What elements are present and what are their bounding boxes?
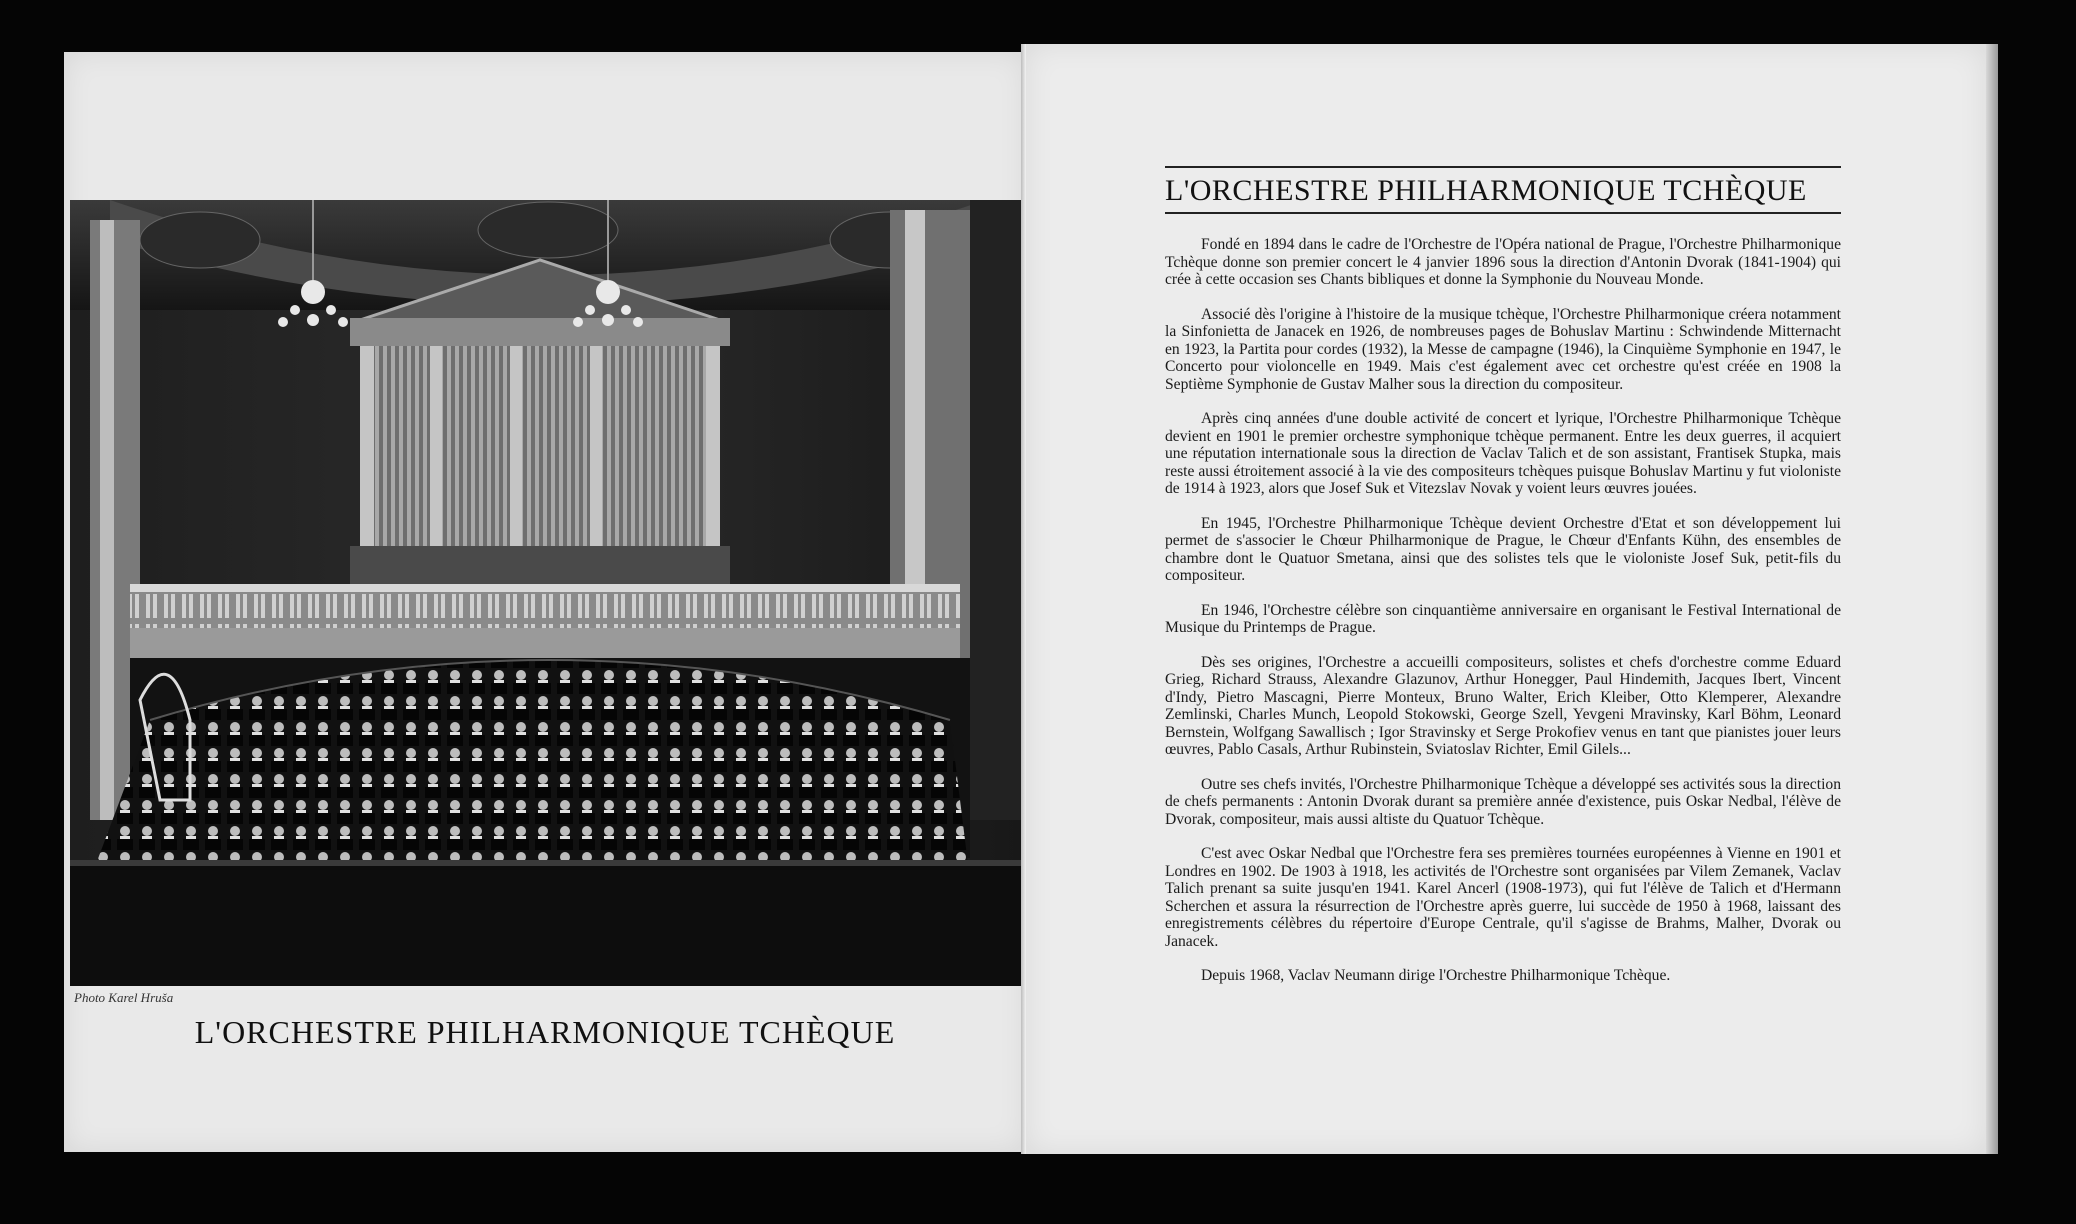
left-page-title: L'ORCHESTRE PHILHARMONIQUE TCHÈQUE (194, 1014, 896, 1050)
title-rule-bottom (1165, 212, 1841, 214)
paragraph: Outre ses chefs invités, l'Orchestre Philharmonique Tchèque a développé ses activités sous la direction de chefs permanents : Antonin Dvorak durant sa première année d'existence, puis Oskar Nedbal, l'élève de Dvorak, compositeur, mais aussi altiste du Quatuor Tchèque. (1165, 775, 1841, 828)
paragraph: Dès ses origines, l'Orchestre a accueilli compositeurs, solistes et chefs d'orchestre comme Eduard Grieg, Richard Strauss, Alexandre Glazunov, Arthur Honegger, Paul Hindemith, Jacques Ibert, Vincent d'Indy, Pietro Mascagni, Pierre Monteux, Bruno Walter, Erich Kleiber, Otto Klemperer, Alexandre Zemlinski, Charles Munch, Leopold Stokowski, George Szell, Yevgeni Mravinsky, Karl Böhm, Leonard Bernstein, Wolfgang Sawallisch ; Igor Stravinsky et Serge Prokofiev venus en tant que pianistes jouer leurs œuvres, Pablo Casals, Arthur Rubinstein, Sviatoslav Richter, Emil Gilels... (1165, 653, 1841, 758)
page-edge (1986, 44, 1998, 1154)
paragraph: Depuis 1968, Vaclav Neumann dirige l'Orchestre Philharmonique Tchèque. (1201, 967, 1671, 984)
right-page-title: L'ORCHESTRE PHILHARMONIQUE TCHÈQUE (1165, 174, 1807, 207)
paragraph: Associé dès l'origine à l'histoire de la musique tchèque, l'Orchestre Philharmonique créera notamment la Sinfonietta de Janacek en 1926, de nombreuses pages de Bohuslav Martinu : Schwindende Mitternacht en 1923, la Partita pour cordes (1932), la Messe de campagne (1946), la Cinquième Symphonie en 1947, le Concerto pour violoncelle en 1949. Mais c'est également avec cet orchestre qu'est créée en 1908 la Septième Symphonie de Gustav Malher sous la direction du compositeur. (1165, 305, 1841, 393)
photo-credit: Photo Karel Hruša (74, 990, 174, 1005)
paragraph: Après cinq années d'une double activité de concert et lyrique, l'Orchestre Philharmonique Tchèque devient en 1901 le premier orchestre symphonique tchèque permanent. Entre les deux guerres, il acquiert une réputation internationale sous la direction de Vaclav Talich et de son assistant, Frantisek Stupka, mais reste aussi étroitement associé à la vie des compositeurs tchèques puisque Bohuslav Martinu y fut violoniste de 1914 à 1923, alors que Josef Suk et Vitezslav Novak y voient leurs œuvres jouées. (1165, 410, 1841, 497)
paragraph: Fondé en 1894 dans le cadre de l'Orchestre de l'Opéra national de Prague, l'Orchestre Philharmonique Tchèque donne son premier concert le 4 janvier 1896 sous la direction d'Antonin Dvorak (1841-1904) qui crée à cette occasion ses Chants bibliques et donne la Symphonie du Nouveau Monde. (1165, 236, 1841, 288)
paragraph: En 1946, l'Orchestre célèbre son cinquantième anniversaire en organisant le Festival International de Musique du Printemps de Prague. (1165, 601, 1841, 636)
concert-hall-photo (70, 200, 1026, 986)
left-page (64, 52, 1026, 1152)
right-title-block (1165, 166, 1841, 214)
paragraph: C'est avec Oskar Nedbal que l'Orchestre fera ses premières tournées européennes à Vienne en 1901 et Londres en 1902. De 1903 à 1918, les activités de l'Orchestre sont organisées par Vilem Zemanek, Vaclav Talich prenant sa suite jusqu'en 1941. Karel Ancerl (1908-1973), qui fut l'élève de Talich et d'Hermann Scherchen et assura la résurrection de l'Orchestre après guerre, lui succède de 1950 à 1968, laissant des enregistrements célèbres du répertoire d'Europe Centrale, qu'il s'agisse de Brahms, Malher, Dvorak ou Janacek. (1165, 845, 1841, 950)
right-page (1026, 44, 1986, 1154)
article-body (1165, 236, 1841, 1002)
paragraph: En 1945, l'Orchestre Philharmonique Tchèque devient Orchestre d'Etat et son développement lui permet de s'associer le Chœur Philharmonique de Prague, le Chœur d'Enfants Kühn, des ensembles de chambre dont le Quatuor Smetana, ainsi que des solistes tels que le violoniste Josef Suk, petit-fils du compositeur. (1165, 514, 1841, 584)
